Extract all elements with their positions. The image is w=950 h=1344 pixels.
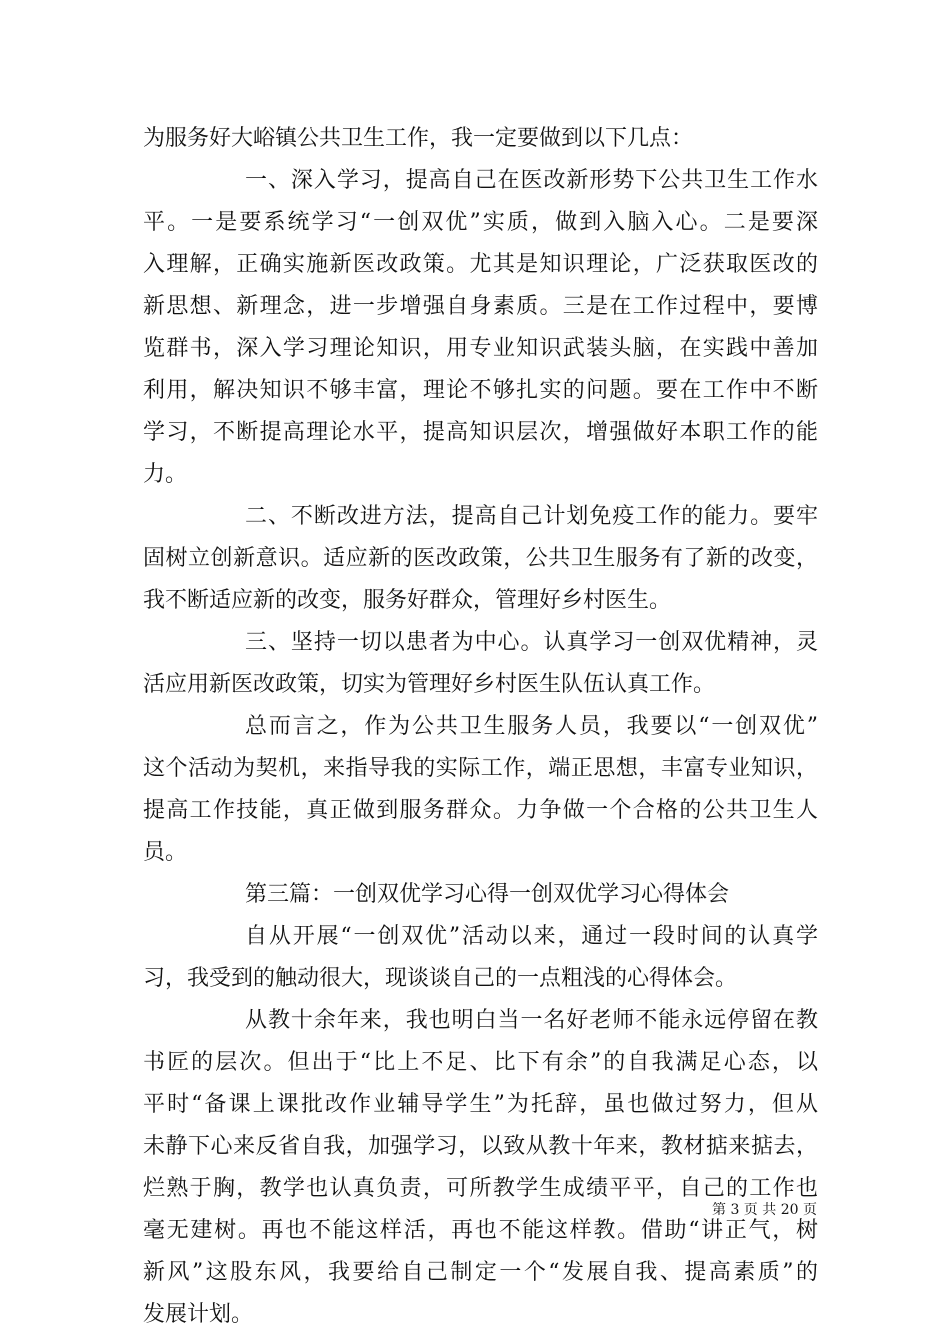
text-line: 一、深入学习，提高自己在医改新形势下公共卫生工作水 (245, 168, 818, 193)
text-line: 我不断适应新的改变，服务好群众，管理好乡村医生。 (143, 588, 672, 613)
text-line: 活应用新医改政策，切实为管理好乡村医生队伍认真工作。 (143, 672, 716, 697)
text-line: 学习，不断提高理论水平，提高知识层次，增强做好本职工作的能 (143, 420, 818, 445)
text-line: 览群书，深入学习理论知识，用专业知识武装头脑，在实践中善加 (143, 336, 818, 361)
paragraph (143, 916, 818, 1000)
text-line: 发展计划。 (143, 1302, 254, 1327)
text-line: 利用，解决知识不够丰富，理论不够扎实的问题。要在工作中不断 (143, 378, 818, 403)
text-line: 固树立创新意识。适应新的医改政策，公共卫生服务有了新的改变， (143, 546, 818, 571)
text-line: 未静下心来反省自我，加强学习，以致从教十年来，教材掂来掂去， (143, 1134, 818, 1159)
text-line: 力。 (143, 462, 188, 487)
text-line: 这个活动为契机，来指导我的实际工作，端正思想，丰富专业知识， (143, 756, 818, 781)
text-line: 第三篇：一创双优学习心得一创双优学习心得体会 (245, 882, 730, 907)
paragraph (143, 874, 818, 916)
paragraph (143, 1000, 818, 1336)
document-body (143, 118, 818, 1336)
text-line: 平时“备课上课批改作业辅导学生”为托辞，虽也做过努力，但从 (143, 1092, 818, 1117)
text-line: 新风”这股东风，我要给自己制定一个“发展自我、提高素质”的 (143, 1260, 818, 1285)
text-line: 为服务好大峪镇公共卫生工作，我一定要做到以下几点： (143, 126, 694, 151)
text-line: 烂熟于胸，教学也认真负责，可所教学生成绩平平，自己的工作也 (143, 1176, 818, 1201)
text-line: 新思想、新理念，进一步增强自身素质。三是在工作过程中，要博 (143, 294, 818, 319)
paragraph (143, 160, 818, 496)
paragraph (143, 496, 818, 622)
text-line: 员。 (143, 840, 188, 865)
paragraph (143, 118, 818, 160)
text-line: 从教十余年来，我也明白当一名好老师不能永远停留在教 (245, 1008, 818, 1033)
text-line: 习，我受到的触动很大，现谈谈自己的一点粗浅的心得体会。 (143, 966, 738, 991)
text-line: 提高工作技能，真正做到服务群众。力争做一个合格的公共卫生人 (143, 798, 818, 823)
text-line: 自从开展“一创双优”活动以来，通过一段时间的认真学 (245, 924, 818, 949)
text-line: 二、不断改进方法，提高自己计划免疫工作的能力。要牢 (245, 504, 818, 529)
text-line: 入理解，正确实施新医改政策。尤其是知识理论，广泛获取医改的 (143, 252, 818, 277)
text-line: 三、坚持一切以患者为中心。认真学习一创双优精神，灵 (245, 630, 818, 655)
text-line: 书匠的层次。但出于“比上不足、比下有余”的自我满足心态，以 (143, 1050, 818, 1075)
text-line: 毫无建树。再也不能这样活，再也不能这样教。借助“讲正气，树 (143, 1218, 818, 1243)
paragraph (143, 622, 818, 706)
paragraph (143, 706, 818, 874)
text-line: 平。一是要系统学习“一创双优”实质，做到入脑入心。二是要深 (143, 210, 818, 235)
text-line: 总而言之，作为公共卫生服务人员，我要以“一创双优” (245, 714, 818, 739)
page-number-footer: 第 3 页 共 20 页 (712, 1202, 817, 1218)
